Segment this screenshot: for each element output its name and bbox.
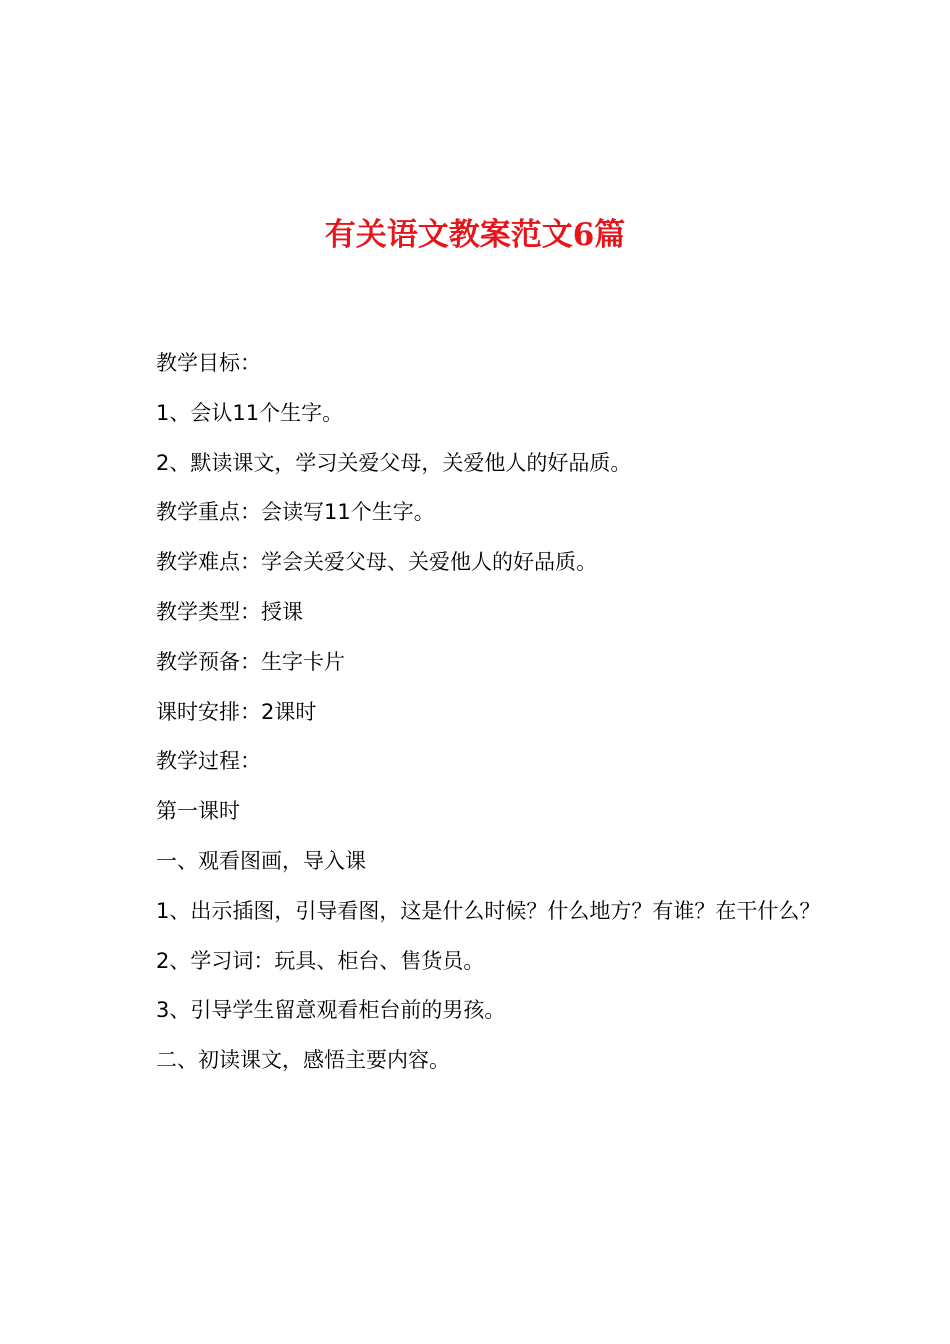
paragraph-goal-2: 2、默读课文，学习关爱父母，关爱他人的好品质。: [156, 450, 632, 475]
paragraph-process: 教学过程：: [156, 749, 261, 774]
document-body: [126, 339, 838, 1086]
paragraph-step-1: 1、出示插图，引导看图，这是什么时候？什么地方？有谁？在干什么？: [156, 898, 821, 923]
paragraph-goal-1: 1、会认11个生字。: [156, 400, 344, 425]
paragraph-step-2: 2、学习词：玩具、柜台、售货员。: [156, 948, 485, 973]
paragraph-difficulties: 教学难点：学会关爱父母、关爱他人的好品质。: [156, 550, 597, 575]
document-title: 有关语文教案范文6篇: [324, 217, 626, 253]
paragraph-lesson-type: 教学类型：授课: [156, 599, 303, 624]
paragraph-step-3: 3、引导学生留意观看柜台前的男孩。: [156, 998, 506, 1023]
paragraph-schedule: 课时安排：2课时: [156, 699, 317, 724]
paragraph-section-1: 一、观看图画，导入课: [156, 848, 366, 873]
paragraph-teaching-goals: 教学目标：: [156, 351, 261, 375]
paragraph-preparation: 教学预备：生字卡片: [156, 649, 345, 674]
paragraph-section-2: 二、初读课文，感悟主要内容。: [156, 1048, 450, 1073]
paragraph-key-points: 教学重点：会读写11个生字。: [156, 500, 435, 525]
paragraph-first-lesson: 第一课时: [156, 799, 240, 824]
